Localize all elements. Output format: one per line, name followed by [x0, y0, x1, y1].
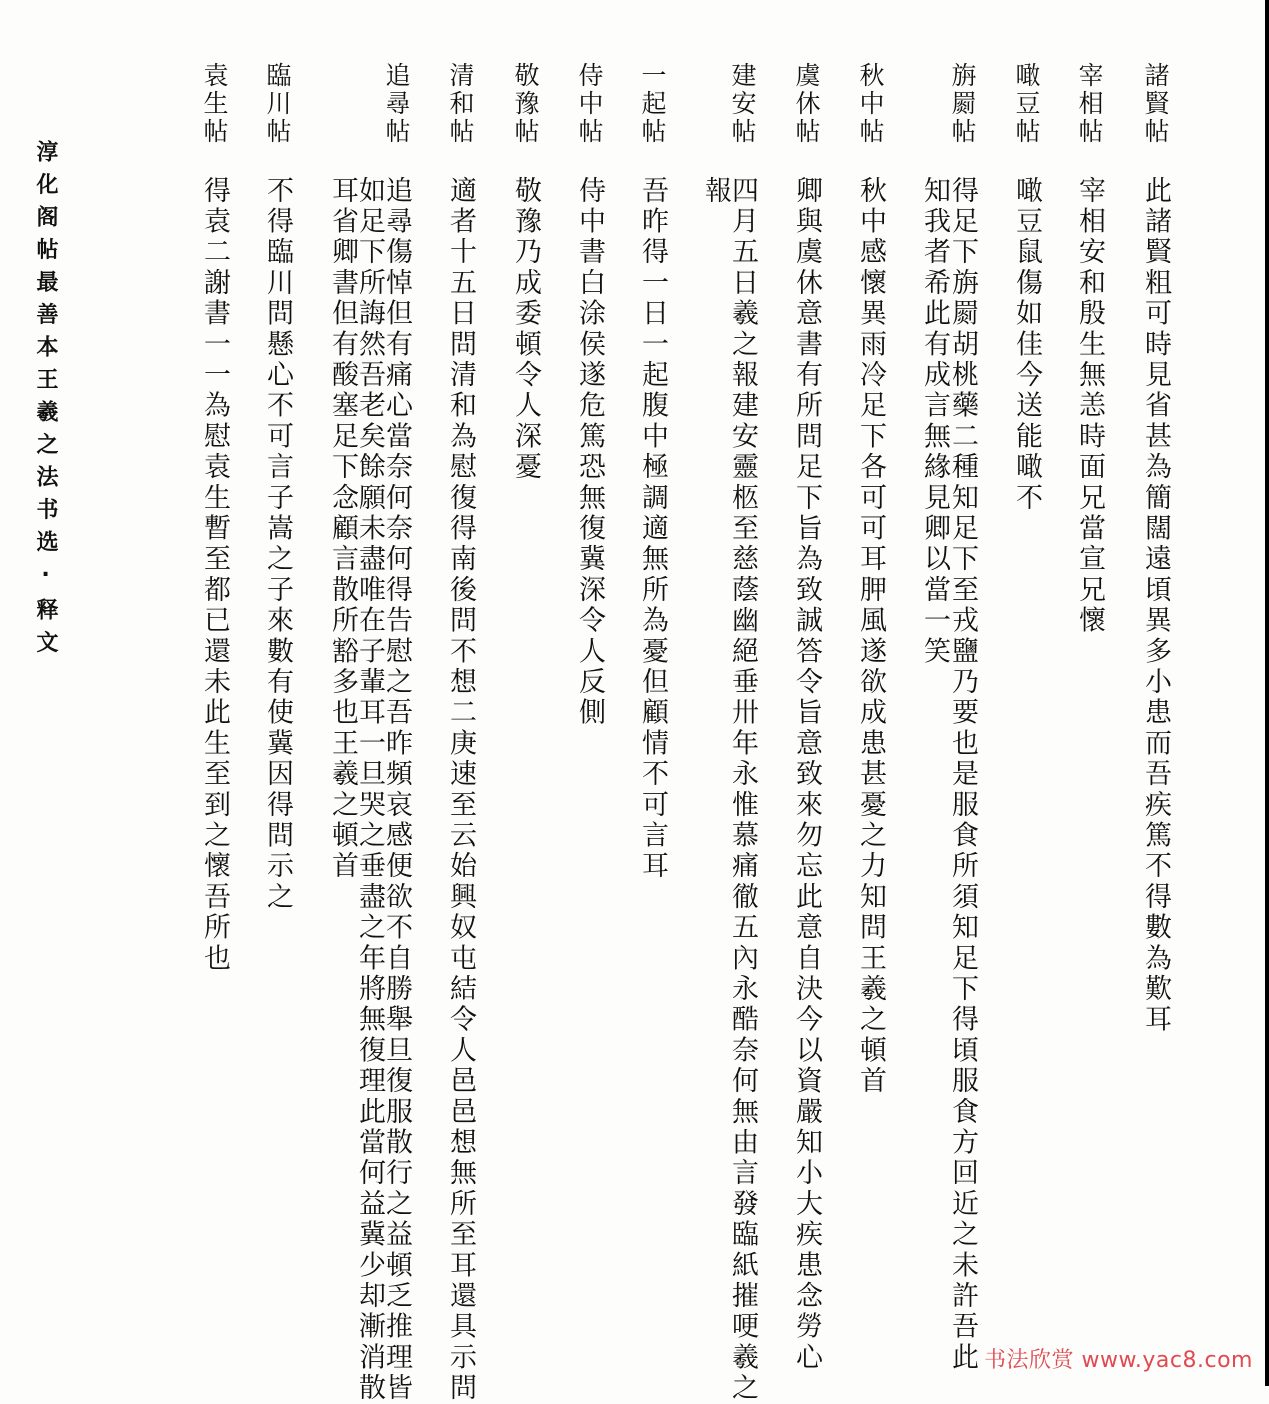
letter-text-zhuxian: 此諸賢粗可時見省甚為簡闊遠頃異多小患而吾疾篤不得數為歎耳 — [1140, 176, 1171, 1036]
letter-title-yuansheng: 袁生帖 — [200, 62, 229, 146]
letter-title-qiuzhong: 秋中帖 — [856, 62, 885, 146]
letter-title-qinghe: 清和帖 — [446, 62, 475, 146]
letter-title-jingyu: 敬豫帖 — [511, 62, 540, 146]
letter-text-yuxiu: 卿與虞休意書有所問足下旨為致誠答令旨意致來勿忘此意自決今以資嚴知小大疾患念勞心 — [791, 176, 822, 1374]
site-watermark: 书法欣赏 www.yac8.com — [983, 1348, 1253, 1373]
letter-text-dandou: 噉豆鼠傷如佳今送能噉不 — [1011, 176, 1042, 514]
letter-title-linchuan: 臨川帖 — [263, 62, 292, 146]
letter-text-zaixiang: 宰相安和殷生無恙時面兄當宣兄懷 — [1074, 176, 1105, 637]
letter-text-yiqi: 吾昨得一日一起腹中極調適無所為憂但顧情不可言耳 — [637, 176, 668, 883]
letter-text-jianan-2: 報 — [700, 176, 731, 207]
letter-text-zhuixun-2: 如足下所誨然吾老矣餘願未盡唯在子輩耳一旦哭之垂盡之年將無復理此當何益冀少却漸消散 — [354, 176, 385, 1404]
letter-text-jingyu: 敬豫乃成委頓令人深憂 — [510, 176, 541, 483]
letter-text-qiuzhong: 秋中感懷異雨冷足下各可可耳胛風遂欲成患甚憂之力知問王羲之頓首 — [855, 176, 886, 1097]
letter-title-yiqi: 一起帖 — [638, 62, 667, 146]
letter-title-dandou: 噉豆帖 — [1012, 62, 1041, 146]
letter-title-zhanji: 旃罽帖 — [948, 62, 977, 146]
letter-title-yuxiu: 虞休帖 — [792, 62, 821, 146]
letter-text-qinghe: 適者十五日問清和為慰復得南後問不想二庚速至云始興奴屯結令人邑邑想無所至耳還具示問 — [445, 176, 476, 1404]
letter-text-zhanji-1: 得足下旃罽胡桃藥二種知足下至戎鹽乃要也是服食所須知足下得頃服食方回近之未許吾此 — [947, 176, 978, 1374]
letter-title-zhuxian: 諸賢帖 — [1141, 62, 1170, 146]
letter-title-shizhong: 侍中帖 — [575, 62, 604, 146]
letter-title-zhuixun: 追尋帖 — [382, 62, 411, 146]
letter-text-jianan-1: 四月五日羲之報建安靈柩至慈蔭幽絕垂卅年永惟慕痛徹五內永酷奈何無由言發臨紙摧哽羲之 — [727, 176, 758, 1404]
letter-text-zhanji-2: 知我者希此有成言無緣見卿以當一笑 — [919, 176, 950, 668]
page-edge — [1265, 0, 1269, 1386]
letter-text-zhuixun-3: 耳省卿書但有酸塞足下念顧言散所豁多也王羲之頓首 — [327, 176, 358, 883]
letter-text-linchuan: 不得臨川問懸心不可言子嵩之子來數有使冀因得問示之 — [262, 176, 293, 913]
letter-text-yuansheng: 得袁二謝書一一為慰袁生暫至都已還未此生至到之懷吾所也 — [199, 176, 230, 975]
book-title: 淳化阁帖最善本王羲之法书选·释文 — [33, 140, 58, 663]
letter-text-shizhong: 侍中書白涂侯遂危篤恐無復冀深令人反側 — [574, 176, 605, 729]
letter-title-zaixiang: 宰相帖 — [1075, 62, 1104, 146]
letter-text-zhuixun-1: 追尋傷悼但有痛心當奈何奈何得告慰之吾昨頻哀感便欲不自勝舉旦復服散行之益頓乏推理皆 — [381, 176, 412, 1404]
letter-title-jianan: 建安帖 — [728, 62, 757, 146]
